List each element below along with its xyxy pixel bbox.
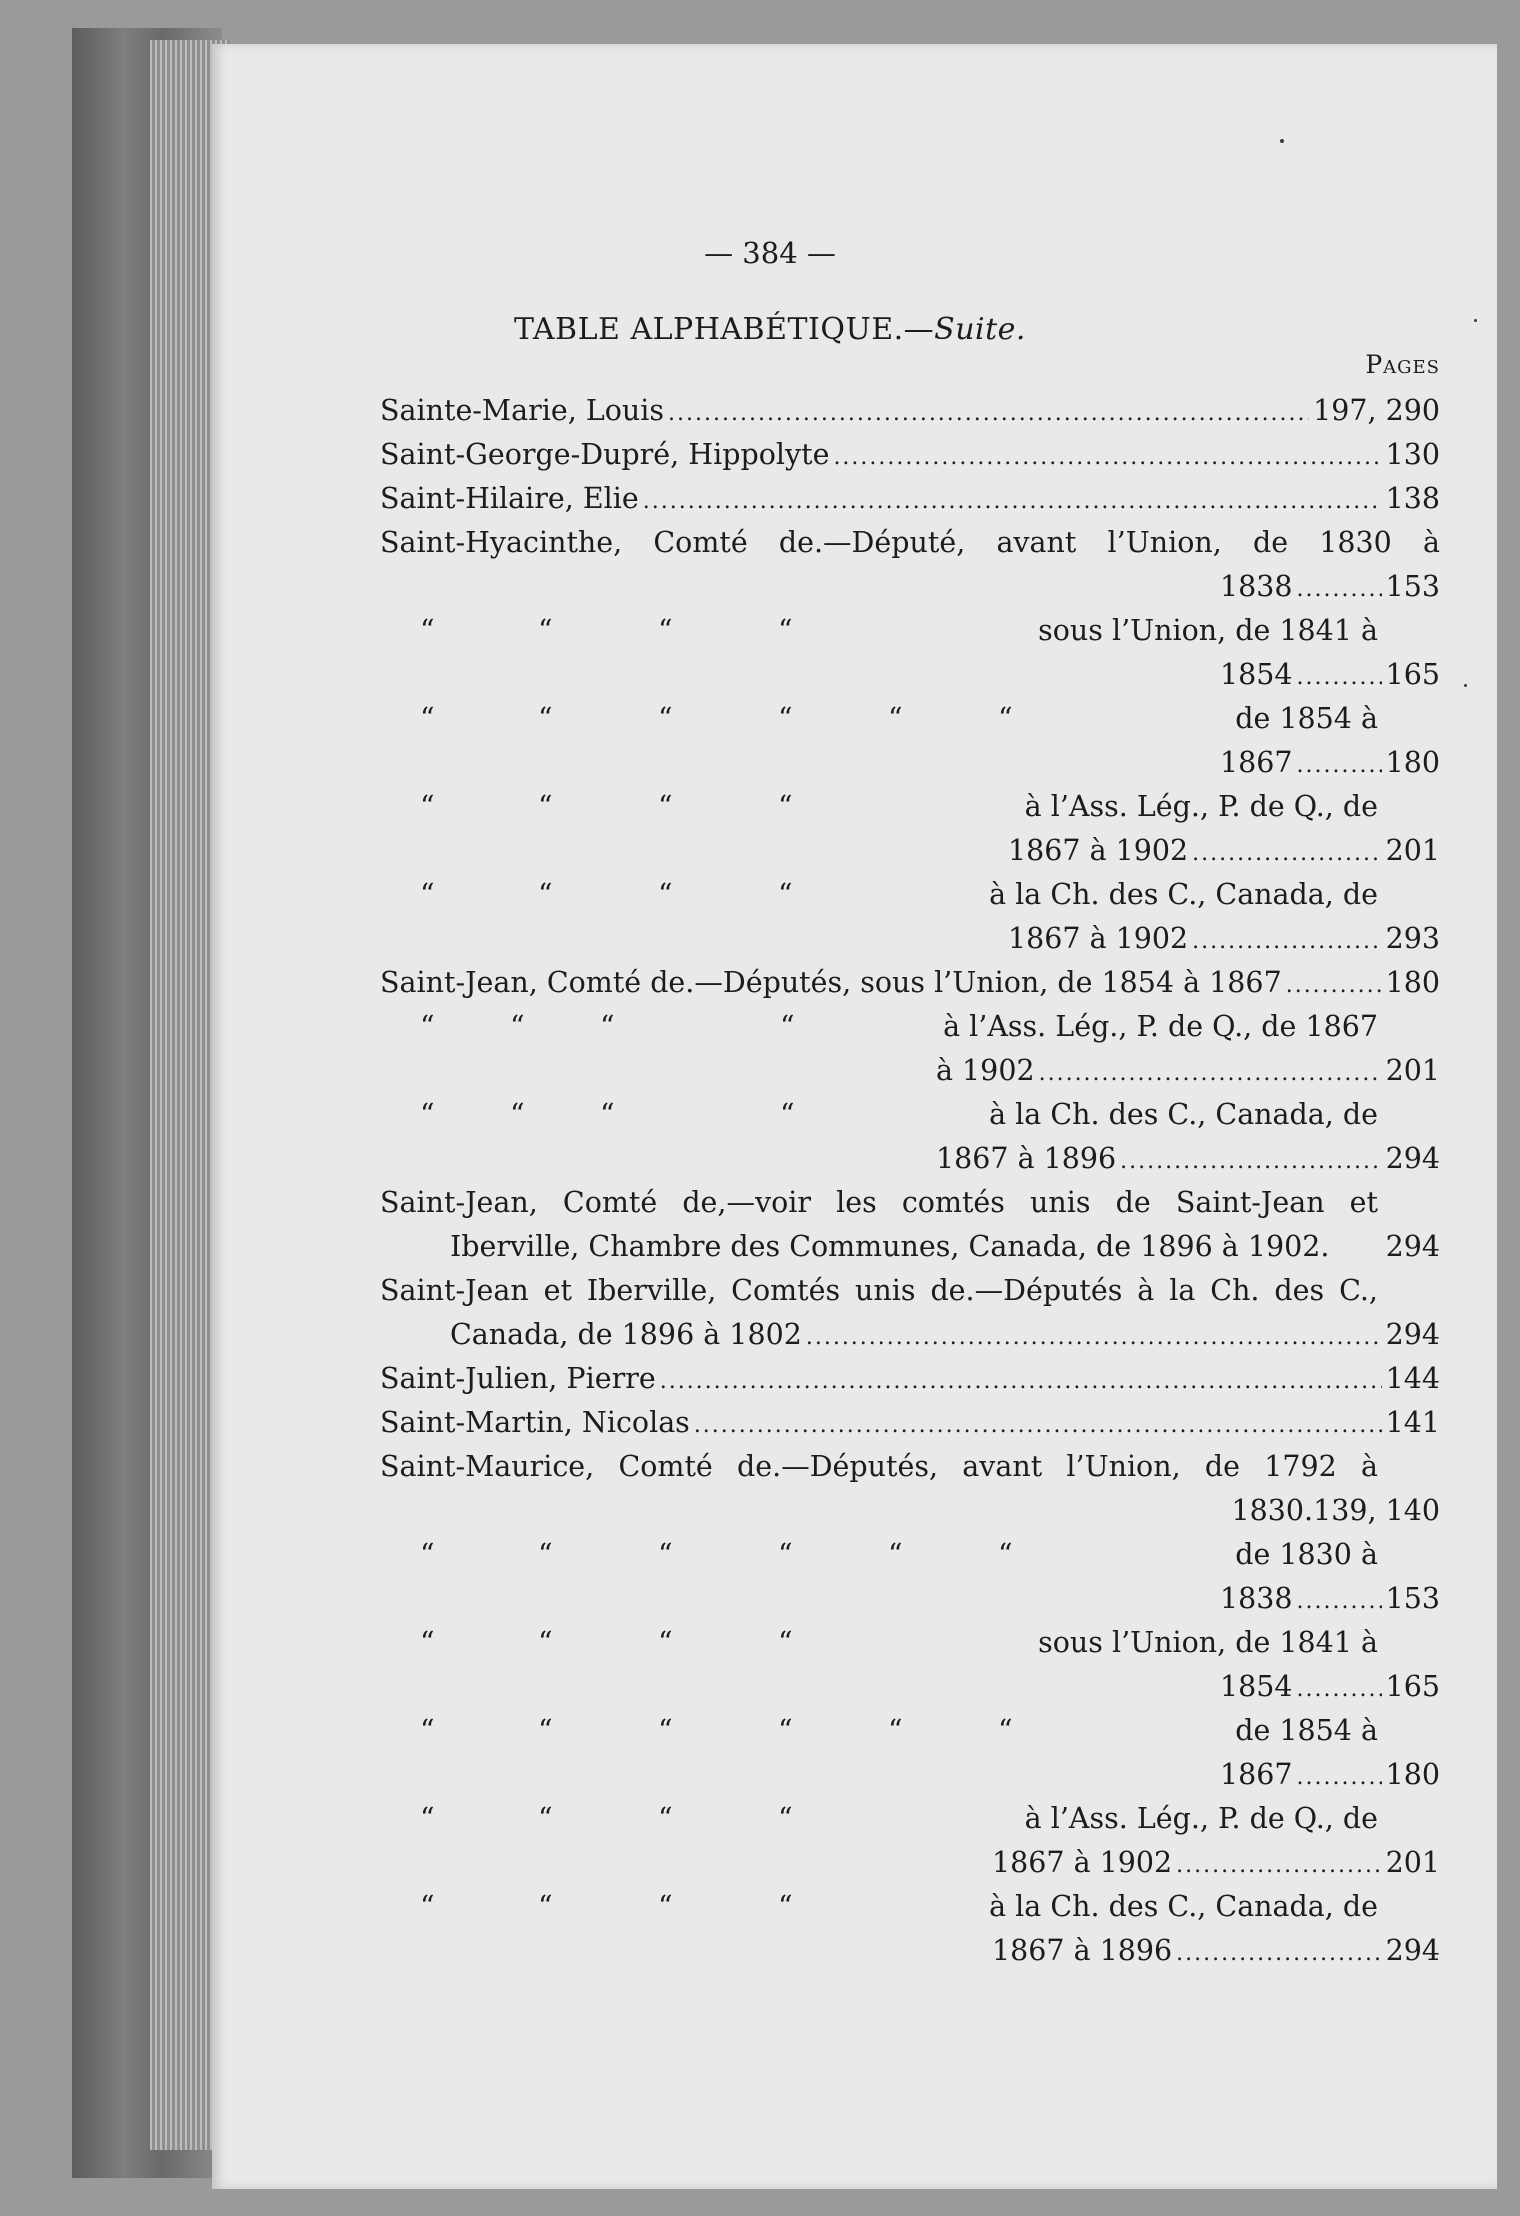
leader-dots: [668, 401, 1309, 426]
scan-speck: [1464, 684, 1467, 687]
ditto-mark: “: [998, 1538, 1013, 1571]
entry-text: de 1830 à: [1235, 1538, 1378, 1571]
ditto-mark: “: [888, 1714, 903, 1747]
entry-text: Saint-Hilaire, Elie: [380, 482, 639, 515]
entry-text: 1867 à 1902: [992, 1846, 1173, 1879]
leader-dots: [1192, 929, 1381, 954]
entry-text: 1867 à 1902: [1008, 834, 1189, 867]
entry-text: Saint-Jean, Comté de.—Députés, sous l’Union, de 1854 à 1867: [380, 966, 1282, 999]
index-entry: [380, 394, 1440, 438]
ditto-mark: “: [658, 1890, 673, 1923]
index-entry-continuation: [1008, 922, 1440, 966]
entry-page: 138: [1385, 482, 1440, 515]
ditto-mark: “: [420, 1714, 435, 1747]
index-entry-continuation: [1220, 570, 1440, 614]
ditto-mark: “: [420, 790, 435, 823]
entry-page: 197, 290: [1313, 394, 1440, 427]
index-entry: [380, 1362, 1440, 1406]
leader-dots: [1297, 1589, 1382, 1614]
entry-page: 201: [1385, 1846, 1440, 1879]
ditto-mark: “: [420, 1538, 435, 1571]
ditto-mark: “: [780, 1010, 795, 1043]
entry-text: sous l’Union, de 1841 à: [1038, 614, 1378, 647]
index-entry-continuation: [1220, 746, 1440, 790]
entry-text: à l’Ass. Lég., P. de Q., de: [1024, 1802, 1378, 1835]
scan-speck: [1474, 319, 1477, 322]
entry-text: 1867 à 1902: [1008, 922, 1189, 955]
ditto-mark: “: [778, 1714, 793, 1747]
entry-page: 294: [1385, 1934, 1440, 1967]
entry-page: 180: [1385, 966, 1440, 999]
entry-page: 294: [1385, 1318, 1440, 1351]
index-entry-continuation: [450, 1230, 1440, 1274]
index-entry-continuation: [1220, 1582, 1440, 1626]
leader-dots: [1176, 1941, 1381, 1966]
index-entry-continuation: [936, 1054, 1440, 1098]
ditto-mark: “: [778, 1626, 793, 1659]
index-entry-continuation: [1220, 1670, 1440, 1714]
index-entry: [380, 966, 1440, 1010]
index-entry-continuation: [936, 1142, 1440, 1186]
ditto-mark: “: [420, 702, 435, 735]
index-entry-continuation: [1220, 1494, 1440, 1538]
leader-dots: [660, 1369, 1382, 1394]
ditto-row: [380, 1010, 1378, 1054]
entry-page: 180: [1385, 746, 1440, 779]
ditto-mark: “: [510, 1010, 525, 1043]
entry-text: Canada, de 1896 à 1802: [450, 1318, 802, 1351]
entry-page: 130: [1385, 438, 1440, 471]
index-entry-continuation: [450, 1318, 1440, 1362]
ditto-mark: “: [420, 614, 435, 647]
ditto-row: [380, 878, 1378, 922]
title-main: TABLE ALPHABÉTIQUE.—: [514, 312, 935, 347]
leader-dots: [694, 1413, 1382, 1438]
entry-page: 294: [1385, 1230, 1440, 1263]
ditto-mark: “: [778, 702, 793, 735]
entry-page: 153: [1385, 1582, 1440, 1615]
entry-page: 140: [1385, 1494, 1440, 1527]
index-entry: [380, 482, 1440, 526]
index-entry: Saint-Hyacinthe, Comté de.—Député, avant l’Union, de 1830 à: [380, 526, 1440, 559]
entry-text: à la Ch. des C., Canada, de: [989, 1890, 1378, 1923]
leader-dots: [1120, 1149, 1381, 1174]
ditto-mark: “: [420, 1098, 435, 1131]
index-entry-continuation: [1220, 1758, 1440, 1802]
entry-page: 294: [1385, 1142, 1440, 1175]
page-title: [380, 312, 1160, 347]
index-entry: Saint-Jean et Iberville, Comtés unis de.—Députés à la Ch. des C.,: [380, 1274, 1378, 1307]
index-entry: [380, 1406, 1440, 1450]
entry-text: 1830.139,: [1231, 1494, 1377, 1527]
ditto-row: [380, 614, 1378, 658]
index-entry: Saint-Maurice, Comté de.—Députés, avant l’Union, de 1792 à: [380, 1450, 1378, 1483]
entry-text: à 1902: [936, 1054, 1035, 1087]
ditto-mark: “: [420, 1802, 435, 1835]
index-entry-continuation: [1008, 834, 1440, 878]
entry-page: 141: [1385, 1406, 1440, 1439]
entry-page: 201: [1385, 834, 1440, 867]
entry-text: Saint-Martin, Nicolas: [380, 1406, 690, 1439]
ditto-mark: “: [420, 1010, 435, 1043]
entry-text: de 1854 à: [1235, 1714, 1378, 1747]
ditto-mark: “: [510, 1098, 525, 1131]
leader-dots: [1192, 841, 1381, 866]
index-entry: Saint-Jean, Comté de,—voir les comtés unis de Saint-Jean et: [380, 1186, 1378, 1219]
ditto-row: [380, 1626, 1378, 1670]
ditto-mark: “: [658, 878, 673, 911]
ditto-mark: “: [420, 1890, 435, 1923]
ditto-row: [380, 1538, 1378, 1582]
ditto-mark: “: [778, 1802, 793, 1835]
ditto-mark: “: [420, 878, 435, 911]
pages-column-header: Pages: [1365, 350, 1440, 379]
ditto-mark: “: [658, 614, 673, 647]
ditto-row: [380, 1802, 1378, 1846]
entry-text: 1838: [1220, 1582, 1293, 1615]
leader-dots: [643, 489, 1382, 514]
ditto-mark: “: [658, 1802, 673, 1835]
ditto-mark: “: [538, 1626, 553, 1659]
leader-dots: [1297, 753, 1382, 778]
leader-dots: [806, 1325, 1382, 1350]
ditto-mark: “: [538, 1890, 553, 1923]
title-suffix: Suite.: [934, 312, 1026, 347]
leader-dots: [1297, 665, 1382, 690]
index-entry-continuation: [992, 1934, 1440, 1978]
entry-text: 1867: [1220, 746, 1293, 779]
entry-page: 153: [1385, 570, 1440, 603]
entry-page: 201: [1385, 1054, 1440, 1087]
book-page: [212, 44, 1497, 2189]
entry-text: Saint-George-Dupré, Hippolyte: [380, 438, 830, 471]
ditto-mark: “: [600, 1098, 615, 1131]
entry-text: 1867 à 1896: [936, 1142, 1117, 1175]
ditto-mark: “: [658, 702, 673, 735]
entry-text: à la Ch. des C., Canada, de: [989, 1098, 1378, 1131]
entry-text: Saint-Julien, Pierre: [380, 1362, 656, 1395]
entry-page: 144: [1385, 1362, 1440, 1395]
ditto-mark: “: [998, 702, 1013, 735]
entry-text: 1867 à 1896: [992, 1934, 1173, 1967]
ditto-mark: “: [998, 1714, 1013, 1747]
entry-page: 165: [1385, 658, 1440, 691]
ditto-row: [380, 1098, 1378, 1142]
entry-page: 165: [1385, 1670, 1440, 1703]
ditto-mark: “: [778, 1890, 793, 1923]
ditto-mark: “: [538, 1538, 553, 1571]
ditto-mark: “: [778, 878, 793, 911]
ditto-mark: “: [538, 1802, 553, 1835]
entry-text: 1854: [1220, 1670, 1293, 1703]
entry-text: à l’Ass. Lég., P. de Q., de: [1024, 790, 1378, 823]
leader-dots: [833, 445, 1381, 470]
ditto-mark: “: [780, 1098, 795, 1131]
ditto-row: [380, 790, 1378, 834]
ditto-mark: “: [538, 790, 553, 823]
entry-text: de 1854 à: [1235, 702, 1378, 735]
ditto-mark: “: [538, 702, 553, 735]
ditto-mark: “: [538, 878, 553, 911]
entry-text: 1867: [1220, 1758, 1293, 1791]
ditto-row: [380, 1714, 1378, 1758]
entry-page: 180: [1385, 1758, 1440, 1791]
ditto-mark: “: [888, 1538, 903, 1571]
ditto-mark: “: [538, 1714, 553, 1747]
entry-text: 1854: [1220, 658, 1293, 691]
entry-text: à la Ch. des C., Canada, de: [989, 878, 1378, 911]
page-number: — 384 —: [704, 236, 836, 270]
index-entry-continuation: [992, 1846, 1440, 1890]
leader-dots: [1286, 973, 1382, 998]
entry-text: sous l’Union, de 1841 à: [1038, 1626, 1378, 1659]
entry-text: Iberville, Chambre des Communes, Canada, de 1896 à 1902.: [450, 1230, 1330, 1263]
leader-dots: [1297, 1765, 1382, 1790]
leader-dots: [1039, 1061, 1382, 1086]
ditto-mark: “: [600, 1010, 615, 1043]
ditto-mark: “: [778, 614, 793, 647]
entry-text: Sainte-Marie, Louis: [380, 394, 665, 427]
entry-text: 1838: [1220, 570, 1293, 603]
ditto-mark: “: [888, 702, 903, 735]
ditto-mark: “: [658, 1538, 673, 1571]
ditto-mark: “: [658, 790, 673, 823]
ditto-mark: “: [538, 614, 553, 647]
ditto-row: [380, 702, 1378, 746]
ditto-mark: “: [420, 1626, 435, 1659]
leader-dots: [1176, 1853, 1381, 1878]
ditto-row: [380, 1890, 1378, 1934]
ditto-mark: “: [658, 1626, 673, 1659]
leader-dots: [1297, 577, 1382, 602]
index-entry: [380, 438, 1440, 482]
scan-speck: [1280, 139, 1284, 143]
leader-dots: [1297, 1677, 1382, 1702]
index-entry-continuation: [1220, 658, 1440, 702]
ditto-mark: “: [778, 1538, 793, 1571]
entry-page: 293: [1385, 922, 1440, 955]
entry-text: à l’Ass. Lég., P. de Q., de 1867: [943, 1010, 1378, 1043]
ditto-mark: “: [658, 1714, 673, 1747]
ditto-mark: “: [778, 790, 793, 823]
